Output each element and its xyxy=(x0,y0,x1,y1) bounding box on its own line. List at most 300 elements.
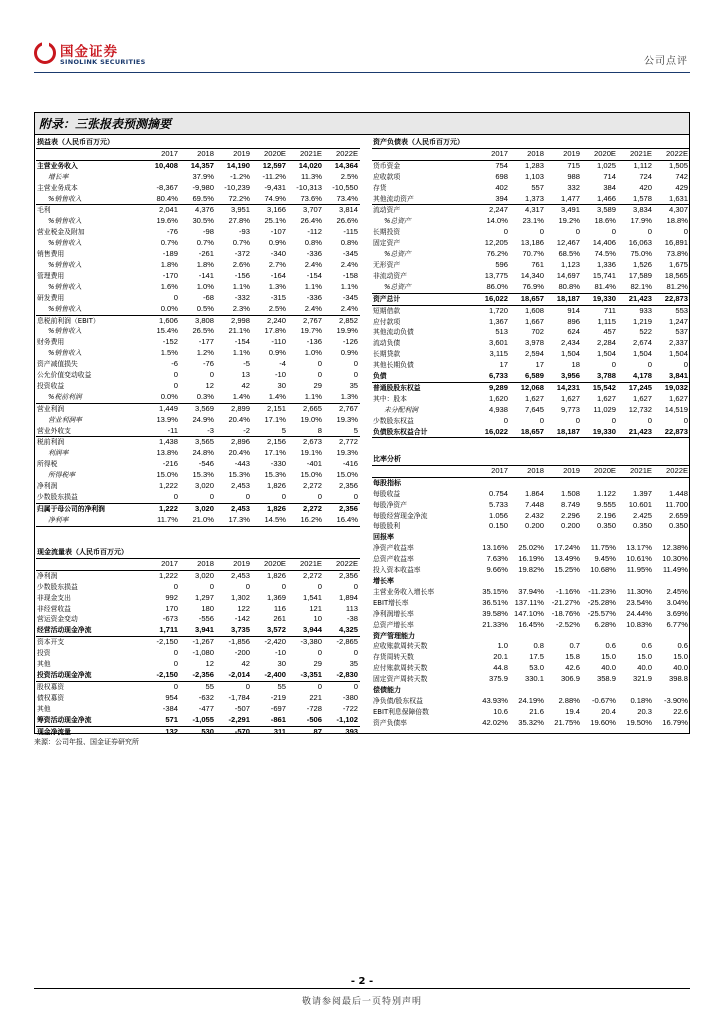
row-value: 1,627 xyxy=(669,393,689,403)
row-value: 3,941 xyxy=(180,625,216,636)
table-row xyxy=(372,160,690,171)
row-value: -1,267 xyxy=(192,637,214,647)
row-value: 2,041 xyxy=(158,205,178,215)
row-value: 13,775 xyxy=(484,270,508,280)
row-label: 其他 xyxy=(37,660,51,669)
row-value: 11.700 xyxy=(665,499,689,509)
row-value: 0.0% xyxy=(144,304,180,315)
row-value: -10 xyxy=(275,370,286,380)
row-value: 76.9% xyxy=(510,282,546,293)
row-label: 总资产收益率 xyxy=(373,555,414,564)
table-row xyxy=(372,382,690,393)
row-label: 筹资活动现金净流 xyxy=(37,715,92,724)
row-label: %税前利润 xyxy=(36,392,144,403)
year-header-blank xyxy=(36,558,144,570)
row-value: 12 xyxy=(205,380,214,390)
row-label: 现金净流量 xyxy=(36,726,144,737)
row-value: 15,741 xyxy=(592,270,616,280)
row-value: -11.2% xyxy=(262,171,286,181)
row-value: -443 xyxy=(234,459,250,469)
row-value: 1,219 xyxy=(632,316,652,326)
row-value: 0 xyxy=(647,360,652,370)
row-label: 其他长期负债 xyxy=(373,361,414,370)
row-value: 7,645 xyxy=(524,404,544,414)
row-value: -2,150 xyxy=(156,637,178,647)
row-value: 0 xyxy=(683,415,689,425)
row-value: 37.9% xyxy=(192,171,214,181)
table-row xyxy=(36,205,360,216)
row-value: 0.7% xyxy=(196,238,214,248)
table-row xyxy=(36,315,360,326)
row-value: 1,606 xyxy=(158,315,178,325)
row-value: 1,222 xyxy=(158,481,178,491)
table-row xyxy=(36,326,360,337)
row-value: -93 xyxy=(239,227,250,237)
row-label: 公允价值变动收益 xyxy=(37,371,92,380)
ratio-group-name: 增长率 xyxy=(373,576,394,585)
row-value: 2.45% xyxy=(666,586,689,596)
row-value: 0 xyxy=(503,227,508,237)
ratio-group-name: 每股指标 xyxy=(373,478,401,487)
table-row xyxy=(372,260,690,271)
year-header: 2022E xyxy=(654,148,690,160)
row-value: -336 xyxy=(306,292,322,302)
row-value: 330.1 xyxy=(524,674,544,684)
row-value: 2,665 xyxy=(302,403,322,413)
row-value: 1,627 xyxy=(596,393,616,403)
row-value: -1.16% xyxy=(555,586,580,596)
row-value: 16.79% xyxy=(662,717,689,727)
row-label: 营业税金及附加 xyxy=(37,228,85,237)
row-value: 8.749 xyxy=(560,499,580,509)
row-value: 1.122 xyxy=(596,488,616,498)
row-value: 3,834 xyxy=(632,205,652,215)
row-value: 896 xyxy=(567,316,580,326)
row-value: -507 xyxy=(234,703,250,713)
row-value: 5 xyxy=(324,426,360,437)
row-value: 12,205 xyxy=(484,238,508,248)
table-row xyxy=(372,663,690,674)
table-row xyxy=(36,359,360,370)
row-value: -570 xyxy=(216,726,252,737)
cashflow-statement-table xyxy=(36,547,360,737)
row-value: 25.1% xyxy=(264,216,286,226)
table-row xyxy=(372,338,690,349)
row-value: 261 xyxy=(273,614,286,624)
table-row xyxy=(372,489,690,500)
row-value: 3,944 xyxy=(288,625,324,636)
year-header: 2018 xyxy=(180,148,216,160)
row-value: -200 xyxy=(234,648,250,658)
row-value: -38 xyxy=(347,614,359,624)
row-value: 2.296 xyxy=(560,510,580,520)
row-value: 2.4% xyxy=(324,304,360,315)
row-label: 经营活动现金净流 xyxy=(36,625,144,636)
row-value: 0 xyxy=(245,581,250,591)
row-value: 3,735 xyxy=(216,625,252,636)
row-value: 18.6% xyxy=(594,216,616,226)
row-value: 0 xyxy=(353,370,359,380)
row-label: %销售收入 xyxy=(36,304,144,315)
row-value: 3,166 xyxy=(266,205,286,215)
row-value: 18 xyxy=(571,360,580,370)
row-value: 7.448 xyxy=(524,499,544,509)
row-value: 0 xyxy=(173,292,178,302)
row-value: 43.93% xyxy=(482,695,508,705)
row-value: 8 xyxy=(288,426,324,437)
row-value: -170 xyxy=(162,270,178,280)
row-value: -8,367 xyxy=(156,182,178,192)
row-value: 35 xyxy=(349,659,359,669)
row-value: 2,434 xyxy=(560,338,580,348)
row-value: 17.24% xyxy=(554,543,580,553)
row-value: -3 xyxy=(180,426,216,437)
row-value: 1.448 xyxy=(669,488,689,498)
table-title: 损益表（人民币百万元） xyxy=(36,137,360,148)
row-value: 537 xyxy=(675,327,689,337)
row-label: %销售收入 xyxy=(48,217,82,226)
table-row xyxy=(372,183,690,194)
row-value: 30.5% xyxy=(192,216,214,226)
row-value: 1,025 xyxy=(596,160,616,170)
row-label: 未分配利润 xyxy=(384,405,418,414)
row-value: 116 xyxy=(273,603,286,613)
row-value: 1.6% xyxy=(160,281,178,291)
table-row xyxy=(36,348,360,359)
row-value: 1,504 xyxy=(596,349,616,359)
row-value: 2,272 xyxy=(302,503,322,513)
year-header-row xyxy=(372,148,690,160)
row-value: 1.8% xyxy=(196,259,214,269)
table-row xyxy=(36,470,360,481)
row-value: 0.9% xyxy=(268,238,286,248)
source-note: 来源：公司年报、国金证券研究所 xyxy=(34,738,139,746)
row-value: 16,022 xyxy=(474,293,510,305)
row-value: 1,526 xyxy=(632,259,652,269)
row-value: 0 xyxy=(539,415,544,425)
row-value: 429 xyxy=(675,182,689,192)
row-value: 17 xyxy=(499,360,508,370)
row-value: -2.52% xyxy=(555,619,580,629)
row-label: 每股收益 xyxy=(373,489,401,498)
table-row xyxy=(36,481,360,492)
row-value: 1.397 xyxy=(632,488,652,498)
row-value: 10.83% xyxy=(626,619,652,629)
row-value: -10,550 xyxy=(332,182,359,192)
row-value: 11.95% xyxy=(626,565,652,575)
table-row xyxy=(372,371,690,382)
row-value: 6,589 xyxy=(510,371,546,382)
row-value: 2,899 xyxy=(230,403,250,413)
row-value: 19.1% xyxy=(300,448,322,458)
row-value: 170 xyxy=(165,603,178,613)
row-value: 13 xyxy=(241,370,250,380)
row-value: 1.1% xyxy=(288,392,324,403)
row-value: 2,453 xyxy=(230,481,250,491)
row-value: 80.8% xyxy=(546,282,582,293)
row-label: 货币资金 xyxy=(373,161,401,170)
row-value: -141 xyxy=(198,270,214,280)
row-value: 2,356 xyxy=(339,481,359,491)
table-row xyxy=(36,570,360,581)
row-value: 18,187 xyxy=(546,427,582,438)
row-value: -477 xyxy=(198,703,214,713)
row-value: 6,733 xyxy=(474,371,510,382)
row-value: 12,597 xyxy=(262,160,286,170)
row-value: 19.6% xyxy=(156,216,178,226)
row-value: 992 xyxy=(165,592,178,602)
row-value: 988 xyxy=(567,171,580,181)
row-label: 负债 xyxy=(372,371,474,382)
row-value: -3.90% xyxy=(663,695,689,705)
row-value: 12.38% xyxy=(662,543,689,553)
table-row xyxy=(372,293,690,305)
table-title-row xyxy=(372,454,690,465)
row-value: 0 xyxy=(288,492,324,503)
table-row xyxy=(36,670,360,681)
row-value: 311 xyxy=(252,726,288,737)
row-value: 0 xyxy=(317,648,322,658)
row-value: -315 xyxy=(270,292,286,302)
row-value: 18,657 xyxy=(510,293,546,305)
row-value: 30 xyxy=(277,659,286,669)
row-value: 0 xyxy=(611,227,616,237)
row-value: 1,675 xyxy=(669,259,689,269)
header-divider xyxy=(34,72,690,73)
row-value: 1,438 xyxy=(158,437,178,447)
row-value: 3,115 xyxy=(489,349,508,359)
row-value: 698 xyxy=(495,171,508,181)
row-value: -2,865 xyxy=(336,637,359,647)
table-title: 现金流量表（人民币百万元） xyxy=(36,547,360,558)
page-header xyxy=(0,0,724,75)
row-value: 11.3% xyxy=(301,171,322,181)
row-label: 营业利润率 xyxy=(48,415,82,424)
row-label: 投资 xyxy=(37,649,51,658)
table-row xyxy=(372,521,690,532)
table-row xyxy=(372,641,690,652)
row-label: 固定资产周转天数 xyxy=(373,675,428,684)
row-label: %销售收入 xyxy=(48,282,82,291)
row-value: 22.6 xyxy=(673,706,689,716)
row-value: 11.75% xyxy=(590,543,616,553)
row-value: 76.2% xyxy=(486,249,508,259)
row-value: 2.432 xyxy=(524,510,544,520)
year-header: 2017 xyxy=(144,148,180,160)
row-label: 主营业务成本 xyxy=(37,183,78,192)
row-value: 3,707 xyxy=(302,205,322,215)
table-row xyxy=(372,394,690,405)
row-value: 10.6 xyxy=(493,706,508,716)
row-value: 0 xyxy=(683,227,689,237)
row-value: 1,667 xyxy=(524,316,544,326)
row-label: 营业外收支 xyxy=(36,426,144,437)
row-label: 其他流动资产 xyxy=(372,194,474,205)
table-row xyxy=(36,238,360,249)
table-row xyxy=(36,183,360,194)
row-value: 0.200 xyxy=(560,521,580,531)
row-label: 少数股东损益 xyxy=(36,492,144,503)
row-value: 1.5% xyxy=(160,348,178,358)
table-row xyxy=(36,637,360,648)
row-value: -136 xyxy=(306,337,322,347)
row-value: 0 xyxy=(209,370,214,380)
row-value: 137.11% xyxy=(514,597,544,607)
row-value: 1.0% xyxy=(304,348,322,358)
row-value: 15.8 xyxy=(565,652,580,662)
row-value: 44.8 xyxy=(493,663,508,673)
row-value: 2,337 xyxy=(669,338,689,348)
year-header: 2020E xyxy=(252,148,288,160)
row-value: 18,565 xyxy=(664,270,689,280)
row-value: 2,356 xyxy=(339,570,359,580)
row-label: 存货周转天数 xyxy=(373,653,414,662)
row-value: 0 xyxy=(317,681,322,691)
row-value: 4,938 xyxy=(488,404,508,414)
row-value: 0.7% xyxy=(160,238,178,248)
row-value: 0 xyxy=(180,492,216,503)
row-value: 25.02% xyxy=(518,543,544,553)
row-value: 15.0% xyxy=(156,470,178,480)
row-value: 2.196 xyxy=(596,510,616,520)
table-row xyxy=(372,349,690,360)
row-value: 12 xyxy=(205,659,214,669)
row-value: -336 xyxy=(306,249,322,259)
table-row xyxy=(372,317,690,328)
row-value: 1,369 xyxy=(266,592,286,602)
table-row xyxy=(372,216,690,227)
table-row xyxy=(36,415,360,426)
row-value: 75.0% xyxy=(630,249,652,259)
appendix-title: 附录：三张报表预测摘要 xyxy=(35,113,689,135)
row-value: 21,423 xyxy=(618,293,654,305)
row-value: 375.9 xyxy=(488,674,508,684)
row-value: -416 xyxy=(342,459,359,469)
ratio-group-row xyxy=(372,685,690,696)
year-header-row xyxy=(36,558,360,570)
row-value: 3,951 xyxy=(230,205,250,215)
table-row xyxy=(372,172,690,183)
ratio-group-row xyxy=(372,631,690,642)
row-value: 0 xyxy=(173,659,178,669)
row-value: 82.1% xyxy=(618,282,654,293)
row-value: 15.0 xyxy=(673,652,689,662)
row-value: 0.200 xyxy=(524,521,544,531)
row-value: -546 xyxy=(198,459,214,469)
row-value: 1,302 xyxy=(230,592,250,602)
row-value: 4,376 xyxy=(194,205,214,215)
year-header: 2017 xyxy=(474,465,510,477)
row-value: 15.25% xyxy=(554,565,580,575)
row-value: 0 xyxy=(245,681,250,691)
row-value: 11.30% xyxy=(626,586,652,596)
row-value: 20.4% xyxy=(228,414,250,424)
row-value: 14.5% xyxy=(252,515,288,526)
row-value: 18,657 xyxy=(510,427,546,438)
row-label: 息税前利润（EBIT） xyxy=(37,316,100,325)
table-row xyxy=(36,704,360,715)
row-value: 9,773 xyxy=(560,404,580,414)
row-label: 应收账款周转天数 xyxy=(373,642,428,651)
row-label: 负债股东权益合计 xyxy=(372,427,474,438)
table-row xyxy=(36,715,360,726)
row-value: 3,978 xyxy=(524,338,544,348)
row-label: 应收款项 xyxy=(373,172,401,181)
row-value: 1.056 xyxy=(488,510,508,520)
row-value: 1,477 xyxy=(546,194,582,205)
row-label: 净资产收益率 xyxy=(373,544,414,553)
row-value: 0 xyxy=(216,492,252,503)
row-label: 债权募资 xyxy=(37,693,65,702)
row-label: 固定资产 xyxy=(373,239,401,248)
row-value: 36.51% xyxy=(482,597,508,607)
row-value: 1,123 xyxy=(560,259,580,269)
row-value: -25.28% xyxy=(587,597,616,607)
row-label: 流动资产 xyxy=(373,206,401,215)
row-value: 17,245 xyxy=(628,382,652,392)
row-value: 113 xyxy=(345,603,359,613)
row-value: 70.7% xyxy=(522,249,544,259)
row-value: -154 xyxy=(234,337,250,347)
table-row xyxy=(36,172,360,183)
ratio-analysis-table xyxy=(372,454,690,729)
row-value: 0 xyxy=(173,380,178,390)
row-value: 14,020 xyxy=(298,160,322,170)
row-value: 12,068 xyxy=(520,382,544,392)
row-value: 23.54% xyxy=(626,597,652,607)
row-value: -345 xyxy=(342,249,359,259)
row-value: 81.2% xyxy=(654,282,690,293)
row-value: 0 xyxy=(647,227,652,237)
row-value: -3,351 xyxy=(288,670,324,681)
row-value: 19.82% xyxy=(518,565,544,575)
row-value: -142 xyxy=(234,614,250,624)
row-value: -3,380 xyxy=(300,637,322,647)
row-value: 19.9% xyxy=(336,326,359,336)
table-title-row xyxy=(372,137,690,148)
row-value: 553 xyxy=(675,305,689,315)
row-value: 1,620 xyxy=(488,393,508,403)
year-header: 2017 xyxy=(144,558,180,570)
row-value: 0 xyxy=(252,492,288,503)
row-value: 19.3% xyxy=(336,414,359,424)
row-label: 管理费用 xyxy=(37,271,65,280)
row-value: -728 xyxy=(306,703,322,713)
row-value: -2,291 xyxy=(228,714,250,724)
row-value: 17.5 xyxy=(529,652,544,662)
row-value: 24.9% xyxy=(192,414,214,424)
row-value: -2,400 xyxy=(252,670,288,681)
row-value: 9.555 xyxy=(596,499,616,509)
row-value: 80.4% xyxy=(144,194,180,205)
row-value: 3,565 xyxy=(194,437,214,447)
row-value: 1,504 xyxy=(560,349,580,359)
table-row xyxy=(372,238,690,249)
document-type: 公司点评 xyxy=(644,56,688,67)
row-value: 5 xyxy=(252,426,288,437)
row-value: 1,711 xyxy=(144,625,180,636)
row-value: 9,289 xyxy=(488,382,508,392)
row-value: 72.2% xyxy=(216,194,252,205)
row-value: 21.0% xyxy=(180,515,216,526)
row-value: 1.3% xyxy=(268,281,286,291)
row-value: 15.0 xyxy=(601,652,616,662)
row-value: -1,102 xyxy=(336,714,359,724)
row-value: 1.3% xyxy=(324,392,360,403)
row-label: EBIT增长率 xyxy=(373,598,409,607)
row-value: -330 xyxy=(270,459,286,469)
row-value: 394 xyxy=(474,194,510,205)
